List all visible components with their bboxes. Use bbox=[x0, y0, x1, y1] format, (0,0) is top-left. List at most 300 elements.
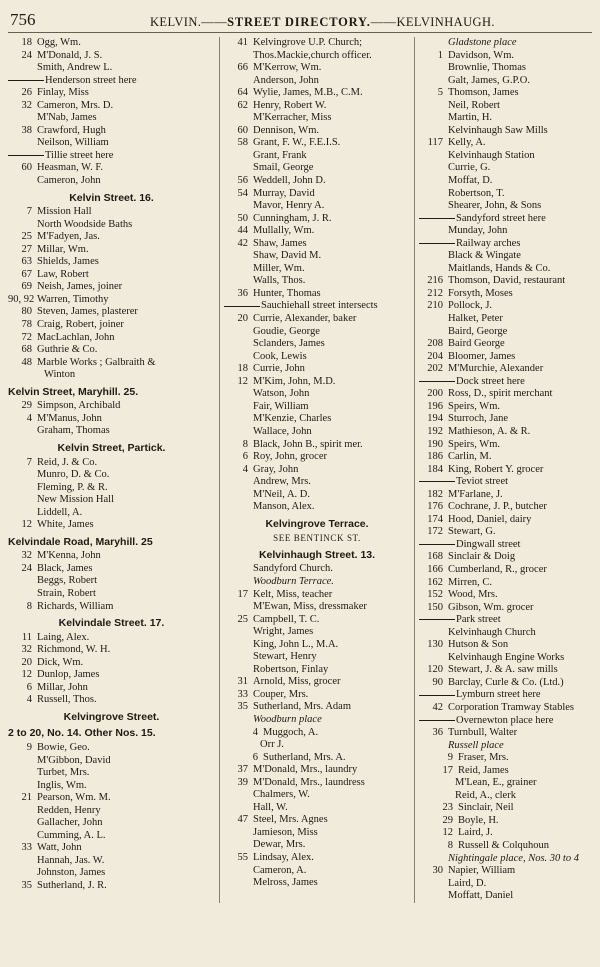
entry-text: North Woodside Baths bbox=[37, 218, 133, 230]
directory-entry bbox=[224, 464, 410, 477]
entry-text: Weddell, John D. bbox=[253, 175, 326, 187]
street-marker bbox=[224, 300, 410, 313]
street-marker bbox=[419, 715, 588, 728]
directory-entry bbox=[8, 400, 215, 413]
directory-entry bbox=[419, 413, 588, 426]
directory-entry bbox=[419, 551, 588, 564]
house-number: 8 bbox=[447, 840, 453, 851]
directory-entry bbox=[224, 401, 410, 414]
entry-text: Laird, D. bbox=[448, 877, 487, 889]
directory-entry bbox=[419, 451, 588, 464]
entry-text: Kelvinhaugh Station bbox=[448, 149, 535, 161]
entry-text: Cumming, A. L. bbox=[37, 829, 106, 841]
directory-entry bbox=[8, 294, 215, 307]
street-heading: Kelvin Street. 16. bbox=[69, 191, 154, 204]
house-number: 55 bbox=[237, 852, 248, 863]
page-number: 756 bbox=[10, 10, 36, 29]
directory-entry bbox=[224, 137, 410, 150]
street-marker-text: Lymburn street here bbox=[456, 689, 541, 701]
house-number: 72 bbox=[21, 331, 32, 343]
entry-text: Halket, Peter bbox=[448, 313, 503, 325]
entry-text: Cunningham, J. R. bbox=[253, 212, 332, 224]
directory-entry bbox=[8, 112, 215, 125]
entry-text: Grant, F. W., F.E.I.S. bbox=[253, 137, 341, 149]
directory-entry bbox=[224, 162, 410, 175]
house-number: 4 bbox=[252, 726, 258, 738]
directory-entry bbox=[419, 740, 588, 753]
street-marker-text: Teviot street bbox=[456, 476, 509, 488]
directory-entry bbox=[419, 639, 588, 652]
directory-entry bbox=[419, 652, 588, 665]
entry-text: Hood, Daniel, dairy bbox=[448, 513, 532, 525]
directory-entry bbox=[224, 175, 410, 188]
rule-dash bbox=[419, 720, 455, 721]
entry-text: Grant, Frank bbox=[253, 149, 307, 161]
entry-text: M'Fadyen, Jas. bbox=[37, 231, 100, 243]
directory-entry bbox=[419, 890, 588, 903]
directory-entry bbox=[419, 250, 588, 263]
house-number: 172 bbox=[427, 526, 443, 538]
directory-entry bbox=[8, 269, 215, 282]
entry-text: Cook, Lewis bbox=[253, 350, 307, 362]
directory-entry bbox=[224, 789, 410, 802]
directory-entry bbox=[419, 627, 588, 640]
directory-entry bbox=[224, 852, 410, 865]
street-marker bbox=[419, 689, 588, 702]
entry-text: Mavor, Henry A. bbox=[253, 200, 325, 212]
house-number: 120 bbox=[427, 664, 443, 676]
directory-entry bbox=[224, 363, 410, 376]
directory-entry bbox=[8, 694, 215, 707]
house-number: 37 bbox=[237, 764, 248, 776]
entry-text: Finlay, Miss bbox=[37, 87, 89, 99]
entry-text: Baird George bbox=[448, 338, 505, 350]
house-number: 8 bbox=[26, 600, 32, 612]
house-number: 196 bbox=[427, 400, 443, 412]
directory-entry bbox=[8, 817, 215, 830]
column-3 bbox=[414, 37, 592, 903]
house-number: 9 bbox=[26, 741, 32, 753]
entry-text: M'Kerrow, Wm. bbox=[253, 62, 322, 74]
directory-entry bbox=[8, 644, 215, 657]
entry-text: Thomson, David, restaurant bbox=[448, 275, 566, 287]
directory-entry bbox=[419, 225, 588, 238]
house-number: 150 bbox=[427, 601, 443, 613]
entry-text: Boyle, H. bbox=[458, 814, 499, 826]
directory-entry bbox=[419, 426, 588, 439]
house-number: 7 bbox=[26, 206, 32, 218]
directory-entry bbox=[419, 263, 588, 276]
entry-text: Kelvinhaugh Engine Works bbox=[448, 651, 565, 663]
house-number: 29 bbox=[21, 400, 32, 412]
street-marker-text: Sandyford street here bbox=[456, 212, 546, 224]
house-number: 48 bbox=[21, 356, 32, 368]
house-number: 6 bbox=[26, 681, 32, 693]
entry-text: Laird, J. bbox=[458, 827, 493, 839]
house-number: 17 bbox=[442, 764, 453, 776]
entry-text: Simpson, Archibald bbox=[37, 400, 121, 412]
entry-text: Cameron, John bbox=[37, 175, 101, 187]
street-heading: Kelvingrove Street. bbox=[63, 710, 160, 723]
entry-text: Bloomer, James bbox=[448, 350, 516, 362]
entry-text: Millar, Wm. bbox=[37, 243, 89, 255]
directory-entry bbox=[8, 457, 215, 470]
entry-text: New Mission Hall bbox=[37, 494, 114, 506]
street-heading: Kelvindale Street. 17. bbox=[58, 617, 165, 630]
entry-text: Hutson & Son bbox=[448, 639, 509, 651]
page-header bbox=[8, 10, 592, 33]
entry-text: Kelvingrove U.P. Church; bbox=[253, 37, 363, 48]
house-number: 60 bbox=[237, 124, 248, 136]
entry-text: Shaw, James bbox=[253, 237, 307, 249]
directory-entry bbox=[419, 752, 588, 765]
entry-text: Currie, G. bbox=[448, 162, 491, 174]
entry-text: Melross, James bbox=[253, 877, 318, 889]
directory-entry bbox=[419, 62, 588, 75]
entry-text: Sturroch, Jane bbox=[448, 413, 509, 425]
entry-text: Law, Robert bbox=[37, 268, 89, 280]
entry-text: Maitlands, Hands & Co. bbox=[448, 262, 551, 274]
rule-dash bbox=[419, 481, 455, 482]
directory-entry bbox=[224, 701, 410, 714]
entry-text: Turnbull, Walter bbox=[448, 727, 518, 739]
house-number: 8 bbox=[242, 438, 248, 450]
directory-entry bbox=[419, 75, 588, 88]
house-number: 47 bbox=[237, 814, 248, 826]
directory-entry bbox=[224, 238, 410, 251]
directory-entry bbox=[224, 601, 410, 614]
house-number: 42 bbox=[237, 237, 248, 249]
entry-text: M'Nab, James bbox=[37, 112, 97, 124]
entry-text: Russell, Thos. bbox=[37, 694, 97, 706]
entry-text: Fleming, P. & R. bbox=[37, 481, 108, 493]
directory-entry bbox=[419, 577, 588, 590]
entry-text: Sutherland, J. R. bbox=[37, 880, 107, 891]
directory-entry bbox=[224, 727, 410, 740]
entry-text: Hunter, Thomas bbox=[253, 287, 321, 299]
directory-entry bbox=[8, 87, 215, 100]
directory-entry bbox=[8, 369, 215, 382]
house-number: 210 bbox=[427, 300, 443, 312]
directory-entry bbox=[8, 588, 215, 601]
directory-entry bbox=[8, 550, 215, 563]
directory-entry bbox=[8, 175, 215, 188]
directory-entry bbox=[8, 482, 215, 495]
entry-text: MacLachlan, John bbox=[37, 331, 115, 343]
entry-text: Reid, J. & Co. bbox=[37, 456, 98, 468]
entry-text: Gray, John bbox=[253, 463, 299, 475]
entry-text: Woodburn place bbox=[253, 713, 322, 725]
entry-text: Arnold, Miss, grocer bbox=[253, 676, 341, 688]
house-number: 58 bbox=[237, 137, 248, 149]
entry-text: Campbell, T. C. bbox=[253, 613, 320, 625]
directory-entry bbox=[8, 575, 215, 588]
directory-entry bbox=[224, 188, 410, 201]
entry-text: Munday, John bbox=[448, 225, 508, 237]
entry-text: Fraser, Mrs. bbox=[458, 752, 509, 764]
directory-entry bbox=[8, 256, 215, 269]
entry-text: Orr J. bbox=[260, 739, 284, 751]
entry-text: Guthrie & Co. bbox=[37, 344, 98, 356]
street-heading: Kelvinhaugh Street. 13. bbox=[258, 548, 376, 561]
entry-text: Thos.Mackie,church officer. bbox=[253, 49, 372, 61]
entry-text: Dewar, Mrs. bbox=[253, 839, 306, 851]
directory-entry bbox=[8, 507, 215, 520]
house-number: 212 bbox=[427, 287, 443, 299]
directory-entry bbox=[224, 376, 410, 389]
directory-entry bbox=[8, 682, 215, 695]
entry-text: Russell place bbox=[448, 739, 504, 751]
entry-text: M'Kenna, John bbox=[37, 550, 101, 562]
entry-text: Wallace, John bbox=[253, 425, 312, 437]
entry-text: Cameron, Mrs. D. bbox=[37, 99, 114, 111]
entry-text: Ross, D., spirit merchant bbox=[448, 388, 553, 400]
house-number: 31 bbox=[237, 676, 248, 688]
entry-text: Johnston, James bbox=[37, 867, 106, 879]
entry-text: Warren, Timothy bbox=[37, 293, 109, 305]
entry-text: Carlin, M. bbox=[448, 451, 492, 463]
house-number: 90 bbox=[432, 676, 443, 688]
entry-text: M'Kim, John, M.D. bbox=[253, 375, 336, 387]
entry-text: Barclay, Curle & Co. (Ltd.) bbox=[448, 676, 564, 688]
house-number: 26 bbox=[21, 87, 32, 99]
directory-entry bbox=[8, 780, 215, 793]
directory-entry bbox=[224, 338, 410, 351]
directory-entry bbox=[419, 300, 588, 313]
directory-entry bbox=[419, 526, 588, 539]
entry-text: Sinclair & Doig bbox=[448, 551, 516, 563]
house-number: 216 bbox=[427, 275, 443, 287]
house-number: 24 bbox=[21, 562, 32, 574]
house-number: 166 bbox=[427, 563, 443, 575]
directory-entry bbox=[8, 792, 215, 805]
directory-entry bbox=[8, 344, 215, 357]
house-number: 39 bbox=[237, 776, 248, 788]
entry-text: Muggoch, A. bbox=[263, 726, 319, 738]
directory-entry bbox=[8, 767, 215, 780]
entry-text: Beggs, Robert bbox=[37, 575, 98, 587]
house-number: 152 bbox=[427, 589, 443, 601]
entry-text: Smith, Andrew L. bbox=[37, 62, 113, 74]
entry-text: Mission Hall bbox=[37, 206, 92, 218]
house-number: 32 bbox=[21, 644, 32, 656]
directory-entry bbox=[224, 626, 410, 639]
directory-entry bbox=[419, 677, 588, 690]
house-number: 27 bbox=[21, 243, 32, 255]
entry-text: Graham, Thomas bbox=[37, 425, 110, 437]
directory-entry bbox=[8, 855, 215, 868]
directory-entry bbox=[419, 790, 588, 803]
house-number: 17 bbox=[237, 588, 248, 600]
entry-text: Forsyth, Moses bbox=[448, 287, 513, 299]
entry-text: Sandyford Church. bbox=[253, 563, 333, 575]
directory-entry bbox=[224, 865, 410, 878]
directory-entry bbox=[419, 564, 588, 577]
entry-text: Mirren, C. bbox=[448, 576, 493, 588]
entry-text: Cochrane, J. P., butcher bbox=[448, 501, 547, 513]
directory-entry bbox=[8, 125, 215, 138]
directory-entry bbox=[419, 125, 588, 138]
directory-entry bbox=[8, 601, 215, 614]
house-number: 44 bbox=[237, 225, 248, 237]
house-number: 60 bbox=[21, 162, 32, 174]
entry-text: Currie, John bbox=[253, 363, 305, 375]
directory-entry bbox=[419, 100, 588, 113]
directory-entry bbox=[8, 413, 215, 426]
entry-text: Miller, Wm. bbox=[253, 262, 305, 274]
entry-text: Smail, George bbox=[253, 162, 314, 174]
directory-entry bbox=[224, 563, 410, 576]
directory-entry bbox=[8, 632, 215, 645]
directory-entry bbox=[419, 802, 588, 815]
entry-text: Inglis, Wm. bbox=[37, 779, 87, 791]
directory-entry bbox=[8, 219, 215, 232]
directory-entry bbox=[8, 244, 215, 257]
directory-entry bbox=[224, 439, 410, 452]
entry-text: Dennison, Wm. bbox=[253, 124, 320, 136]
directory-entry bbox=[8, 332, 215, 345]
house-number: 184 bbox=[427, 463, 443, 475]
entry-text: Martin, H. bbox=[448, 112, 493, 124]
directory-entry bbox=[419, 765, 588, 778]
street-marker-text: Park street bbox=[456, 614, 501, 626]
entry-text: Robertson, T. bbox=[448, 187, 505, 199]
directory-entry bbox=[224, 351, 410, 364]
entry-text: Moffat, D. bbox=[448, 175, 493, 187]
directory-entry bbox=[419, 188, 588, 201]
directory-entry bbox=[419, 727, 588, 740]
directory-entry bbox=[224, 37, 410, 50]
running-title: KELVIN.——STREET DIRECTORY.——KELVINHAUGH. bbox=[150, 15, 495, 29]
directory-entry bbox=[419, 514, 588, 527]
directory-entry bbox=[419, 664, 588, 677]
street-marker-text: Sauchiehall street intersects bbox=[261, 300, 378, 312]
entry-text: Chalmers, W. bbox=[253, 789, 310, 801]
entry-text: M'Donald, J. S. bbox=[37, 49, 103, 61]
directory-entry bbox=[419, 87, 588, 100]
entry-text: M'Donald, Mrs., laundress bbox=[253, 776, 365, 788]
directory-entry bbox=[224, 150, 410, 163]
entry-text: Woodburn Terrace. bbox=[253, 575, 334, 587]
house-number: 194 bbox=[427, 413, 443, 425]
directory-entry bbox=[419, 175, 588, 188]
entry-text: Neish, James, joiner bbox=[37, 281, 123, 293]
column-2 bbox=[219, 37, 414, 903]
directory-entry bbox=[8, 519, 215, 532]
entry-text: Munro, D. & Co. bbox=[37, 469, 110, 481]
directory-entry bbox=[419, 275, 588, 288]
directory-entry bbox=[419, 313, 588, 326]
entry-text: Shaw, David M. bbox=[253, 250, 322, 262]
entry-text: Crawford, Hugh bbox=[37, 124, 106, 136]
entry-text: Liddell, A. bbox=[37, 506, 83, 518]
entry-text: Turbet, Mrs. bbox=[37, 767, 90, 779]
entry-text: Stewart, G. bbox=[448, 526, 496, 538]
entry-text: Black, James bbox=[37, 562, 93, 574]
house-number: 24 bbox=[21, 49, 32, 61]
entry-text: M'Gibbon, David bbox=[37, 754, 111, 766]
directory-entry bbox=[224, 200, 410, 213]
directory-entry bbox=[419, 200, 588, 213]
directory-entry bbox=[224, 250, 410, 263]
directory-entry bbox=[224, 263, 410, 276]
entry-text: Sinclair, Neil bbox=[458, 802, 514, 814]
directory-entry bbox=[419, 865, 588, 878]
house-number: 42 bbox=[432, 701, 443, 713]
rule-dash bbox=[419, 243, 455, 244]
entry-text: Henry, Robert W. bbox=[253, 99, 327, 111]
rule-dash bbox=[8, 80, 44, 81]
entry-text: Stewart, Henry bbox=[253, 651, 317, 663]
directory-entry bbox=[224, 476, 410, 489]
directory-entry bbox=[8, 281, 215, 294]
directory-entry bbox=[224, 802, 410, 815]
entry-text: Steel, Mrs. Agnes bbox=[253, 814, 328, 826]
directory-entry bbox=[224, 651, 410, 664]
directory-entry bbox=[419, 150, 588, 163]
entry-text: Ogg, Wm. bbox=[37, 37, 81, 48]
house-number: 68 bbox=[21, 344, 32, 356]
directory-entry bbox=[419, 464, 588, 477]
directory-entry bbox=[419, 489, 588, 502]
directory-entry bbox=[419, 363, 588, 376]
directory-entry bbox=[8, 306, 215, 319]
house-number: 32 bbox=[21, 550, 32, 562]
house-number: 6 bbox=[242, 451, 248, 463]
street-marker bbox=[419, 213, 588, 226]
rule-dash bbox=[419, 381, 455, 382]
directory-entry bbox=[224, 87, 410, 100]
directory-entry bbox=[419, 37, 588, 50]
entry-text: Neil, Robert bbox=[448, 99, 500, 111]
header-left: KELVIN. bbox=[150, 15, 202, 29]
entry-text: Millar, John bbox=[37, 681, 88, 693]
house-number: 33 bbox=[237, 688, 248, 700]
house-number: 12 bbox=[21, 519, 32, 531]
house-number: 4 bbox=[242, 463, 248, 475]
house-number: 30 bbox=[432, 865, 443, 877]
street-heading: Kelvindale Road, Maryhill. 25 bbox=[8, 535, 153, 548]
entry-text: Reid, James bbox=[458, 764, 509, 776]
directory-entry bbox=[8, 494, 215, 507]
cross-reference: SEE BENTINCK ST. bbox=[273, 533, 361, 544]
directory-entry bbox=[224, 501, 410, 514]
house-number: 117 bbox=[427, 137, 443, 149]
entry-text: Moffatt, Daniel bbox=[448, 890, 514, 902]
house-number: 25 bbox=[21, 231, 32, 243]
directory-entry bbox=[224, 100, 410, 113]
directory-entry bbox=[224, 451, 410, 464]
entry-text: Davidson, Wm. bbox=[448, 49, 515, 61]
entry-text: Lindsay, Alex. bbox=[253, 852, 314, 863]
directory-entry bbox=[224, 639, 410, 652]
directory-columns bbox=[8, 37, 592, 903]
house-number: 69 bbox=[21, 281, 32, 293]
entry-text: Richards, William bbox=[37, 600, 114, 612]
street-marker bbox=[419, 614, 588, 627]
street-marker-text: Dingwall street bbox=[456, 538, 521, 550]
house-number: 50 bbox=[237, 212, 248, 224]
directory-entry bbox=[224, 62, 410, 75]
directory-entry bbox=[419, 439, 588, 452]
street-marker-text: Dock street here bbox=[456, 375, 525, 387]
entry-text: Andrew, Mrs. bbox=[253, 476, 311, 488]
house-number: 186 bbox=[427, 451, 443, 463]
street-marker bbox=[8, 75, 215, 88]
rule-dash bbox=[419, 619, 455, 620]
house-number: 35 bbox=[237, 701, 248, 713]
house-number: 7 bbox=[26, 456, 32, 468]
